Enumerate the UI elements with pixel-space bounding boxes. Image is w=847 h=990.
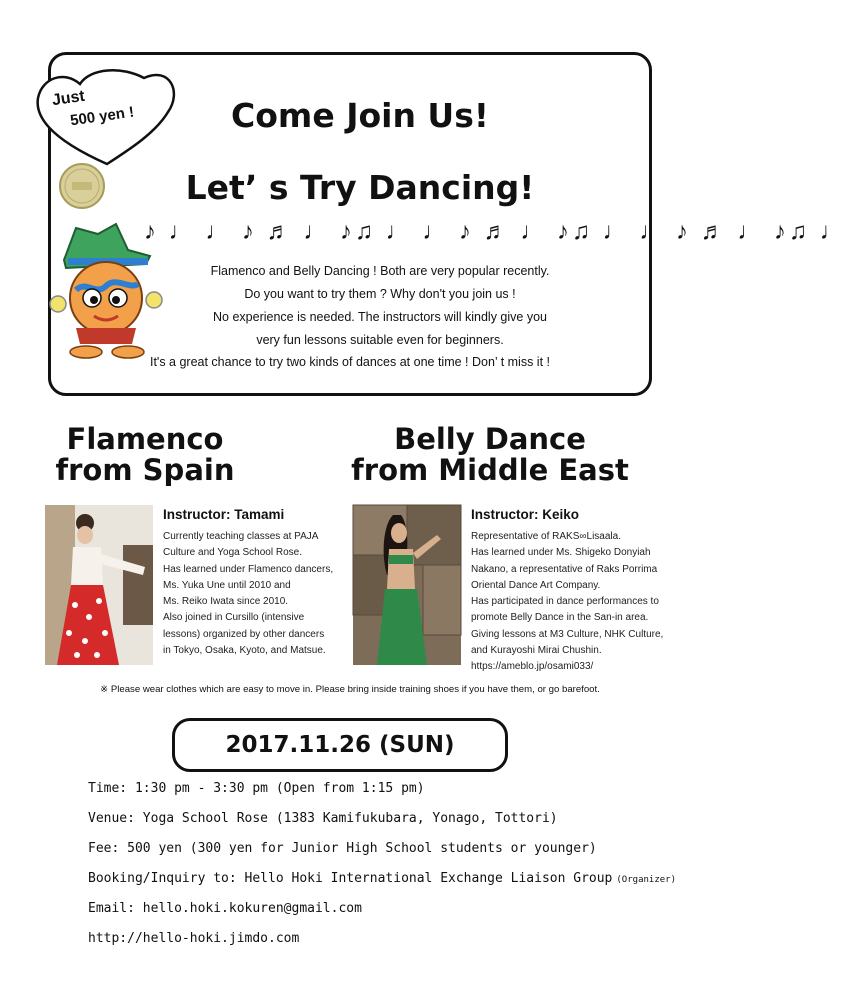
event-fee: Fee: 500 yen (300 yen for Junior High School students or younger): [88, 841, 597, 856]
bio-line: Has learned under Flamenco dancers,: [163, 563, 334, 575]
bio-line: Currently teaching classes at PAJA: [163, 531, 319, 542]
website-link[interactable]: http://hello-hoki.jimdo.com: [88, 931, 300, 946]
belly-section-title: [325, 424, 655, 486]
intro-line: Flamenco and Belly Dancing ! Both are very popular recently.: [210, 264, 550, 278]
badge-just-text: Just: [50, 87, 86, 110]
intro-line: Do you want to try them ? Why don't you join us !: [244, 287, 516, 301]
coin-icon: [58, 162, 106, 210]
headline-come-join: Come Join Us!: [231, 96, 489, 135]
intro-line: very fun lessons suitable even for beginners.: [256, 333, 504, 347]
bio-line: Culture and Yoga School Rose.: [163, 547, 302, 559]
belly-dancer-photo: [353, 505, 461, 665]
belly-title-line: from Middle East: [351, 453, 629, 487]
clothing-note: ※ Please wear clothes which are easy to move in. Please bring inside training shoes if you have them, or go barefoot.: [100, 684, 600, 695]
bio-line: Has participated in dance performances to: [471, 596, 659, 608]
bio-line: Representative of RAKS∞Lisaala.: [471, 531, 621, 542]
bio-line: Ms. Reiko Iwata since 2010.: [163, 596, 289, 608]
bio-line: Ms. Yuka Une until 2010 and: [163, 579, 291, 591]
bio-line: Oriental Dance Art Company.: [471, 579, 601, 591]
flamenco-section-title: [30, 424, 260, 486]
bio-line: Giving lessons at M3 Culture, NHK Culture,: [471, 628, 664, 640]
bio-line: in Tokyo, Osaka, Kyoto, and Matsue.: [163, 645, 326, 657]
badge-price-text: 500 yen !: [69, 103, 136, 130]
intro-line: No experience is needed. The instructors will kindly give you: [213, 310, 547, 324]
bio-line: Also joined in Cursillo (intensive: [163, 612, 305, 624]
flamenco-instructor-name: Instructor: Tamami: [163, 507, 285, 522]
flamenco-title-line: Flamenco: [66, 422, 224, 456]
flamenco-dancer-photo: [45, 505, 153, 665]
intro-line: It's a great chance to try two kinds of dances at one time ! Don’ t miss it !: [149, 355, 551, 369]
music-notes-decoration: ♪ ♩ ♩ ♪ ♬ ♩ ♪♫ ♩ ♩ ♪ ♬ ♩ ♪♫ ♩ ♩ ♪ ♬ ♩ ♪♫ ♩: [144, 218, 847, 245]
bio-line: Has learned under Ms. Shigeko Donyiah: [471, 547, 651, 559]
event-date: 2017.11.26 (SUN): [225, 732, 455, 758]
contact-email[interactable]: Email: hello.hoki.kokuren@gmail.com: [88, 901, 362, 916]
event-booking: [88, 871, 676, 886]
instructor-blog-link[interactable]: https://ameblo.jp/osami033/: [471, 661, 594, 673]
bio-line: Nakano, a representative of Raks Porrima: [471, 563, 658, 575]
organizer-note: (Organizer): [616, 875, 676, 885]
belly-instructor-bio: [471, 529, 663, 676]
event-time: Time: 1:30 pm - 3:30 pm (Open from 1:15 pm): [88, 781, 425, 796]
headline-try-dancing: Let’ s Try Dancing!: [185, 168, 535, 207]
event-date-box: [172, 718, 508, 772]
bio-line: and Kurayoshi Mirai Chushin.: [471, 645, 602, 657]
belly-instructor-name: Instructor: Keiko: [471, 507, 580, 522]
event-venue: Venue: Yoga School Rose (1383 Kamifukubara, Yonago, Tottori): [88, 811, 558, 826]
flamenco-title-line: from Spain: [55, 453, 235, 487]
belly-title-line: Belly Dance: [394, 422, 586, 456]
flamenco-instructor-bio: [163, 529, 333, 659]
bio-line: lessons) organized by other dancers: [163, 628, 325, 640]
booking-text: Booking/Inquiry to: Hello Hoki International Exchange Liaison Group: [88, 871, 613, 886]
bio-line: promote Belly Dance in the San-in area.: [471, 612, 649, 624]
